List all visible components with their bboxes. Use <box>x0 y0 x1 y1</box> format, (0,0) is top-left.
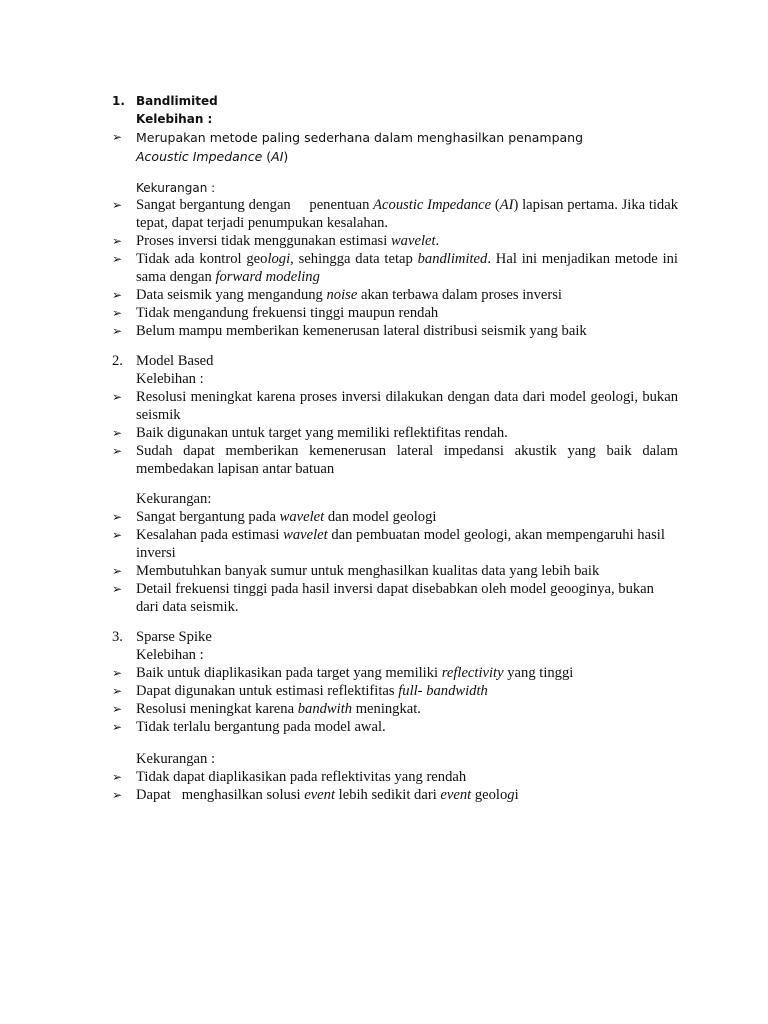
item-text: geolo <box>471 787 508 803</box>
arrow-bullet-icon: ➢ <box>112 426 123 440</box>
item-text: Belum mampu memberikan kemenerusan lateral distribusi seismik yang baik <box>136 323 587 339</box>
item-italic: AI <box>499 197 514 213</box>
item-text: Dapat menghasilkan solusi <box>136 787 305 803</box>
list-item <box>112 768 678 786</box>
kelebihan-list <box>112 388 678 478</box>
arrow-bullet-icon: ➢ <box>112 252 123 266</box>
item-text: . Hal ini menjadikan metode ini sama dengan <box>136 251 678 285</box>
item-text: Tidak terlalu bergantung pada model awal. <box>136 719 386 735</box>
item-italic: Acoustic Impedance <box>373 197 492 213</box>
list-item <box>112 700 678 718</box>
item-text: i <box>514 787 519 803</box>
item-italic: AI <box>271 149 284 164</box>
item-text: meningkat. <box>352 701 421 717</box>
section-number: 3. <box>112 629 123 645</box>
arrow-bullet-icon: ➢ <box>112 770 123 784</box>
arrow-bullet-icon: ➢ <box>112 324 123 338</box>
list-item <box>112 322 678 340</box>
section-number: 2. <box>112 353 123 369</box>
item-text: Sangat bergantung dengan penentuan <box>136 197 374 213</box>
list-item <box>112 286 678 304</box>
item-text: yang tinggi <box>503 665 574 681</box>
kekurangan-list <box>112 768 678 804</box>
item-italic: noise <box>326 287 358 303</box>
list-item <box>112 196 678 232</box>
item-italic: bandlimited <box>417 251 488 267</box>
list-item <box>112 526 678 562</box>
item-text: Resolusi meningkat karena proses inversi dilakukan dengan data dari model geologi, bukan seismik <box>136 389 678 423</box>
arrow-bullet-icon: ➢ <box>112 528 123 542</box>
item-text: Detail frekuensi tinggi pada hasil inversi dapat disebabkan oleh model geooginya, bukan dari data seismik. <box>136 581 654 615</box>
list-item <box>112 580 678 616</box>
section-title: Model Based <box>136 353 214 369</box>
item-text: Tidak mengandung frekuensi tinggi maupun rendah <box>136 305 439 321</box>
list-item <box>112 388 678 424</box>
item-italic: Acoustic Impedance <box>136 149 263 164</box>
item-text: . <box>435 233 440 249</box>
list-item <box>112 442 678 478</box>
arrow-bullet-icon: ➢ <box>112 510 123 524</box>
item-text: dan model geologi <box>324 509 437 525</box>
list-item <box>112 562 678 580</box>
section-number: 1. <box>112 94 125 108</box>
item-italic: logi <box>267 251 291 267</box>
kelebihan-list <box>112 128 632 166</box>
list-item <box>112 682 678 700</box>
arrow-bullet-icon: ➢ <box>112 720 123 734</box>
kekurangan-label: Kekurangan: <box>136 491 212 507</box>
item-italic: full- bandwidth <box>398 683 488 699</box>
kekurangan-list <box>112 196 678 340</box>
arrow-bullet-icon: ➢ <box>112 684 123 698</box>
item-text: Proses inversi tidak menggunakan estimasi <box>136 233 391 249</box>
item-text: Sangat bergantung pada <box>136 509 280 525</box>
arrow-bullet-icon: ➢ <box>112 234 123 248</box>
list-item <box>112 232 678 250</box>
arrow-bullet-icon: ➢ <box>112 564 123 578</box>
item-text: Tidak dapat diaplikasikan pada reflektivitas yang rendah <box>136 769 467 785</box>
item-text: ( <box>491 197 500 213</box>
arrow-bullet-icon: ➢ <box>112 306 123 320</box>
item-text: Data seismik yang mengandung <box>136 287 327 303</box>
list-item <box>112 508 678 526</box>
kelebihan-label: Kelebihan : <box>136 371 204 387</box>
item-text: akan terbawa dalam proses inversi <box>357 287 562 303</box>
list-item <box>112 664 678 682</box>
arrow-bullet-icon: ➢ <box>112 666 123 680</box>
kelebihan-list <box>112 664 678 736</box>
kekurangan-label: Kekurangan : <box>136 751 216 767</box>
item-italic: reflectivity <box>441 665 504 681</box>
item-text: ) lapisan pertama. Jika tidak tepat, dapat terjadi penumpukan kesalahan. <box>136 197 679 231</box>
item-italic: event <box>304 787 336 803</box>
item-text: Sudah dapat memberikan kemenerusan lateral impedansi akustik yang baik dalam membedakan lapisan antar batuan <box>136 443 678 477</box>
item-italic: wavelet <box>279 509 325 525</box>
item-text: Baik untuk diaplikasikan pada target yang memiliki <box>136 665 442 681</box>
arrow-bullet-icon: ➢ <box>112 198 123 212</box>
arrow-bullet-icon: ➢ <box>112 702 123 716</box>
list-item <box>112 718 678 736</box>
item-text: lebih sedikit dari <box>335 787 441 803</box>
item-text: Merupakan metode paling sederhana dalam menghasilkan penampang <box>136 130 584 145</box>
item-text: ( <box>262 149 272 164</box>
arrow-bullet-icon: ➢ <box>112 288 123 302</box>
kekurangan-list <box>112 508 678 616</box>
item-text: Tidak ada kontrol geo <box>136 251 268 267</box>
item-italic: bandwith <box>297 701 353 717</box>
kelebihan-label: Kelebihan : <box>136 112 213 126</box>
item-italic: event <box>440 787 472 803</box>
kekurangan-label: Kekurangan : <box>136 181 216 195</box>
list-item <box>112 128 632 166</box>
kelebihan-label: Kelebihan : <box>136 647 204 663</box>
item-text: Resolusi meningkat karena <box>136 701 298 717</box>
item-text: , sehingga data tetap <box>290 251 418 267</box>
item-text: Membutuhkan banyak sumur untuk menghasilkan kualitas data yang lebih baik <box>136 563 600 579</box>
item-text: Dapat digunakan untuk estimasi reflektifitas <box>136 683 399 699</box>
section-title: Sparse Spike <box>136 629 212 645</box>
item-text: Baik digunakan untuk target yang memiliki reflektifitas rendah. <box>136 425 508 441</box>
item-text: ) <box>283 149 289 164</box>
item-text: dan pembuatan model geologi, akan mempengaruhi hasil inversi <box>136 527 665 561</box>
list-item <box>112 424 678 442</box>
list-item <box>112 786 678 804</box>
item-italic: forward modeling <box>215 269 320 285</box>
list-item <box>112 304 678 322</box>
item-italic: wavelet <box>283 527 328 543</box>
arrow-bullet-icon: ➢ <box>112 582 123 596</box>
arrow-bullet-icon: ➢ <box>112 788 123 802</box>
item-italic: g <box>507 787 515 803</box>
item-italic: wavelet <box>390 233 436 249</box>
arrow-bullet-icon: ➢ <box>112 390 123 404</box>
arrow-bullet-icon: ➢ <box>112 130 123 144</box>
section-title: Bandlimited <box>136 94 218 108</box>
item-text: Kesalahan pada estimasi <box>136 527 284 543</box>
list-item <box>112 250 678 286</box>
arrow-bullet-icon: ➢ <box>112 444 123 458</box>
